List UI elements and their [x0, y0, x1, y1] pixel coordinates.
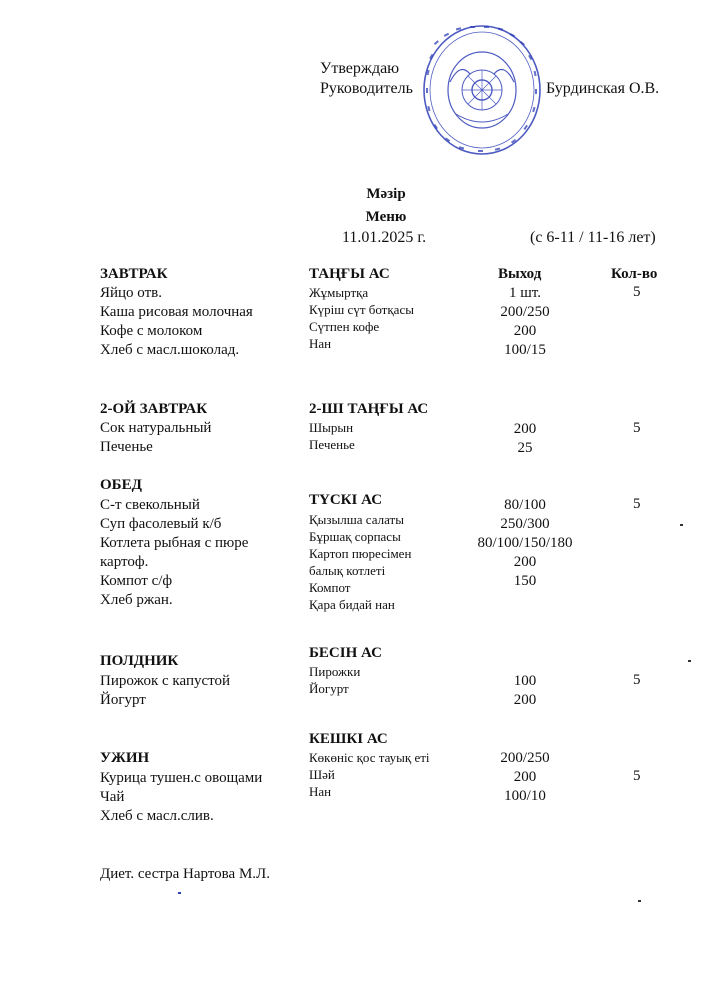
output-value: 25 [517, 440, 533, 456]
list-item: Шырын [309, 420, 354, 435]
list-item: Сүтпен кофе [309, 319, 380, 334]
scan-speck [178, 892, 181, 894]
list-item: Каша рисовая молочная [100, 304, 253, 320]
snack-qty: 5 [633, 672, 641, 688]
list-item: Печенье [100, 439, 153, 455]
breakfast2-ru-items [100, 419, 211, 457]
list-item: Курица тушен.с овощами [100, 770, 263, 786]
snack-ru-items [100, 672, 230, 710]
snack-kz-items [309, 663, 360, 697]
list-item: Күріш сүт ботқасы [309, 302, 414, 317]
list-item: Көкөніс қос тауық еті [309, 750, 430, 765]
age-range: (с 6-11 / 11-16 лет) [530, 229, 656, 246]
title-ru: Меню [365, 209, 407, 225]
list-item: Пирожки [309, 664, 361, 679]
lunch-ru-title: ОБЕД [100, 477, 142, 493]
list-item: Хлеб ржан. [100, 592, 173, 608]
head-role: Руководитель [320, 80, 413, 97]
dinner-ru-title: УЖИН [100, 750, 150, 766]
list-item: Бұршақ сорпасы [309, 529, 401, 544]
list-item: Хлеб с масл.слив. [100, 808, 214, 824]
list-item: Йогурт [100, 692, 146, 708]
output-value: 200 [513, 323, 537, 339]
lunch-qty: 5 [633, 496, 641, 512]
breakfast2-qty: 5 [633, 420, 641, 436]
scan-speck [638, 900, 641, 902]
lunch-ru-items [100, 496, 248, 610]
approve-label: Утверждаю [320, 60, 400, 77]
output-value: 100/10 [504, 788, 546, 804]
list-item: Йогурт [309, 681, 349, 696]
output-value: 200 [513, 421, 537, 437]
output-value: 250/300 [500, 516, 550, 532]
output-value: 200 [513, 554, 537, 570]
list-item: балық котлеті [309, 563, 386, 578]
output-value: 80/100/150/180 [477, 535, 573, 551]
list-item: Хлеб с масл.шоколад. [100, 342, 240, 358]
lunch-kz-title: ТҮСКІ АС [309, 492, 383, 508]
list-item: Нан [309, 336, 332, 351]
list-item: Картоп пюресімен [309, 546, 412, 561]
dinner-qty: 5 [633, 768, 641, 784]
breakfast-ru-items [100, 284, 253, 360]
breakfast-ru-title: ЗАВТРАК [100, 266, 168, 282]
snack-ru-title: ПОЛДНИК [100, 653, 179, 669]
breakfast-kz-items [309, 284, 414, 352]
output-value: 80/100 [504, 497, 546, 513]
breakfast2-outputs [470, 420, 580, 458]
breakfast-outputs [470, 284, 580, 360]
list-item: Жұмыртқа [309, 285, 369, 300]
dinner-kz-title: КЕШКІ АС [309, 731, 388, 747]
list-item: Кофе с молоком [100, 323, 203, 339]
output-value: 200 [513, 769, 537, 785]
output-header: Выход [498, 266, 542, 282]
dinner-kz-items [309, 749, 430, 800]
output-value: 200/250 [500, 304, 550, 320]
dietitian-signature: Диет. сестра Нартова М.Л. [100, 866, 270, 882]
list-item: Компот [309, 580, 351, 595]
lunch-outputs [460, 496, 590, 591]
output-value: 100/15 [504, 342, 546, 358]
dinner-outputs [470, 749, 580, 806]
breakfast-qty: 5 [633, 284, 641, 300]
output-value: 1 шт. [509, 285, 541, 301]
title-kz: Мәзір [366, 186, 406, 202]
list-item: Қара бидай нан [309, 597, 395, 612]
head-name: Бурдинская О.В. [546, 80, 660, 97]
list-item: картоф. [100, 554, 149, 570]
list-item: Котлета рыбная с пюре [100, 535, 249, 551]
list-item: Компот с/ф [100, 573, 173, 589]
official-stamp [420, 22, 544, 158]
list-item: Печенье [309, 437, 355, 452]
breakfast2-kz-items [309, 419, 355, 453]
dinner-ru-items [100, 769, 262, 826]
qty-header: Кол-во [611, 266, 658, 282]
breakfast2-kz-title: 2-ШІ ТАҢҒЫ АС [309, 401, 429, 417]
list-item: Шәй [309, 767, 335, 782]
list-item: Яйцо отв. [100, 285, 162, 301]
output-value: 150 [513, 573, 537, 589]
output-value: 200 [513, 692, 537, 708]
list-item: Нан [309, 784, 332, 799]
list-item: Қызылша салаты [309, 512, 404, 527]
list-item: Пирожок с капустой [100, 673, 231, 689]
scan-speck [680, 524, 683, 526]
menu-date: 11.01.2025 г. [342, 229, 427, 246]
snack-kz-title: БЕСІН АС [309, 645, 382, 661]
list-item: Чай [100, 789, 125, 805]
breakfast2-ru-title: 2-ОЙ ЗАВТРАК [100, 401, 208, 417]
output-value: 100 [513, 673, 537, 689]
output-value: 200/250 [500, 750, 550, 766]
snack-outputs [470, 672, 580, 710]
list-item: Сок натуральный [100, 420, 212, 436]
scan-speck [688, 660, 691, 662]
list-item: С-т свекольный [100, 497, 200, 513]
list-item: Суп фасолевый к/б [100, 516, 222, 532]
lunch-kz-items [309, 511, 411, 613]
breakfast-kz-title: ТАҢҒЫ АС [309, 266, 390, 282]
